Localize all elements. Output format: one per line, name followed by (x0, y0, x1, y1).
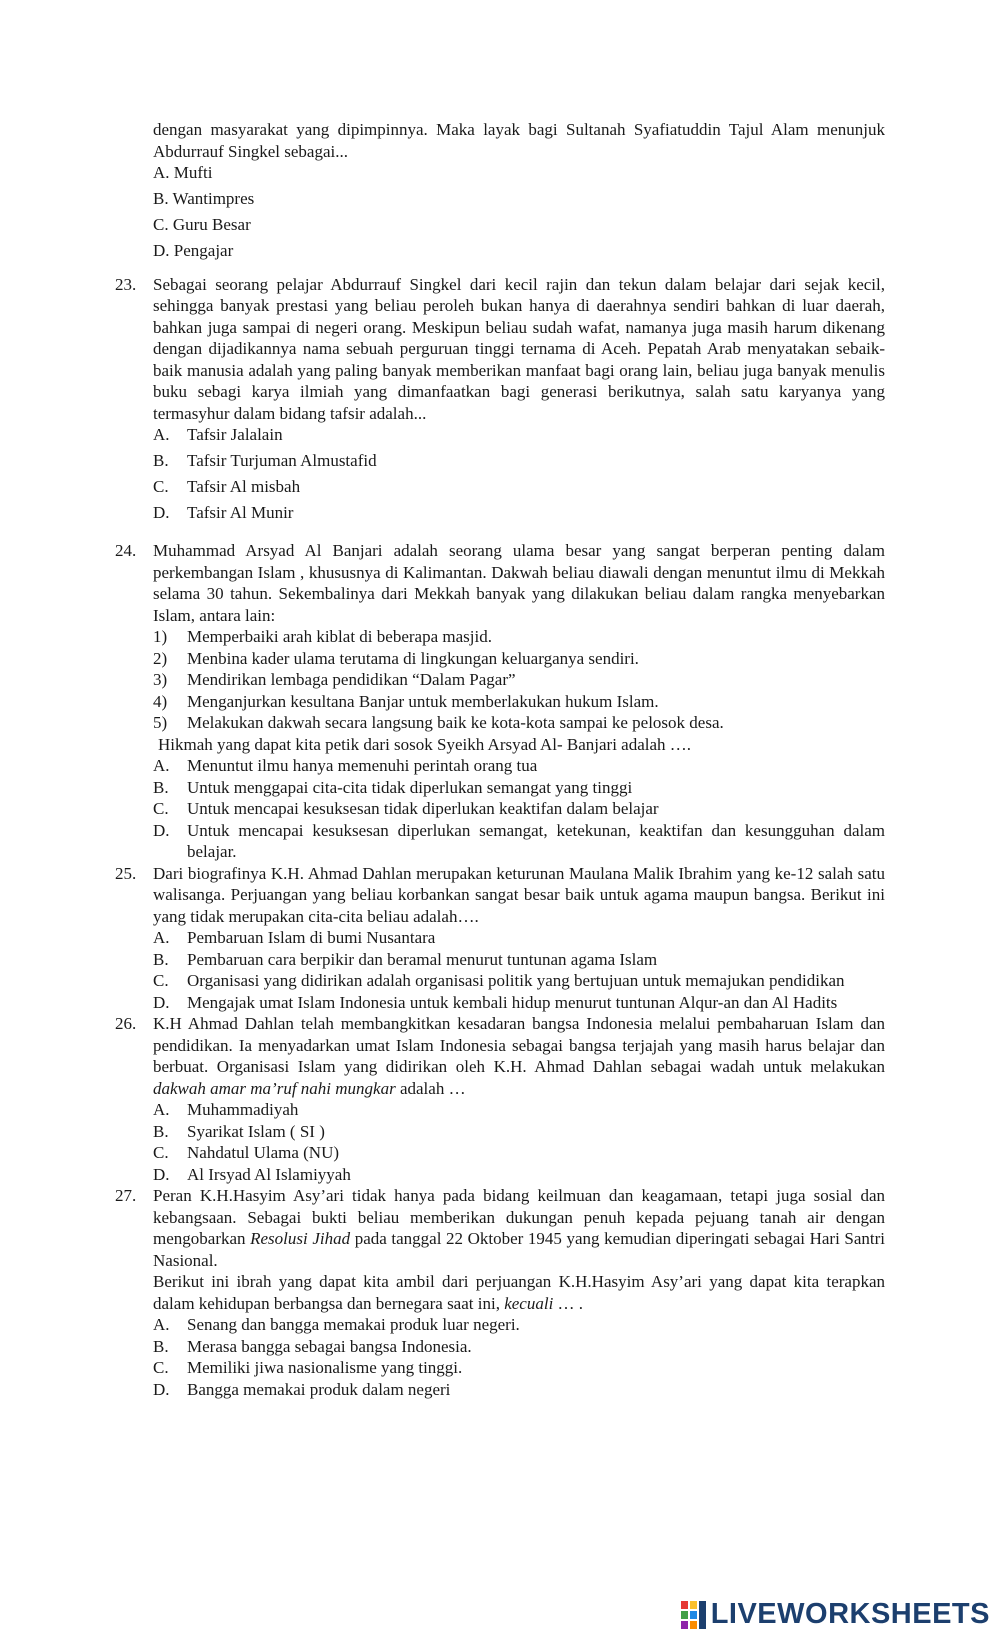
option-23-a[interactable]: A. Tafsir Jalalain (153, 425, 283, 444)
option-24-b[interactable]: B. Untuk menggapai cita-cita tidak diperlukan semangat yang tinggi (153, 777, 633, 797)
option-27-c[interactable]: C. Memiliki jiwa nasionalisme yang tinggi. (153, 1358, 463, 1377)
logo-text: LIVEWORKSHEETS (710, 1598, 990, 1631)
option-26-d[interactable]: D. Al Irsyad Al Islamiyyah (153, 1164, 351, 1184)
option-26-c[interactable]: C. Nahdatul Ulama (NU) (153, 1143, 340, 1162)
option-25-b[interactable]: B. Pembaruan cara berpikir dan beramal menurut tuntunan agama Islam (153, 949, 658, 969)
question-26-options (153, 1099, 885, 1185)
question-22-options (153, 162, 885, 262)
question-27-options (153, 1314, 885, 1400)
option-24-a[interactable]: A. Menuntut ilmu hanya memenuhi perintah orang tua (153, 756, 538, 775)
worksheet-page (115, 119, 885, 1400)
question-22-stem: dengan masyarakat yang dipimpinnya. Maka layak bagi Sultanah Syafiatuddin Tajul Alam menunjuk Abdurrauf Singkel sebagai... (153, 120, 885, 161)
question-23-stem: Sebagai seorang pelajar Abdurrauf Singkel dari kecil rajin dan tekun dalam belajar dari sejak kecil, sehingga banyak prestasi yang beliau peroleh bukan hanya di daerahnya sendiri bahkan di luar daerah, bahkan juga sampai di negeri orang. Meskipun beliau sudah wafat, namanya juga masih harum dikenang dengan dijadikannya nama sebuah perguruan tinggi ternama di Aceh. Pepatah Arab menyatakan sebaik-baik manusia adalah yang paling banyak memberikan manfaat bagi orang lain, beliau juga banyak menulis buku sebagi karya ilmiah yang dimanfaatkan bagi generasi berikutnya, salah satu karyanya yang termasyhur dalam bidang tafsir adalah... (153, 274, 885, 423)
option-23-c[interactable]: C. Tafsir Al misbah (153, 477, 301, 496)
list-item: 1) Memperbaiki arah kiblat di beberapa masjid. (153, 627, 492, 646)
option-22-d[interactable]: D. Pengajar (153, 241, 234, 260)
question-27-stem-2: Berikut ini ibrah yang dapat kita ambil dari perjuangan K.H.Hasyim Asy’ari yang dapat kita terapkan dalam kehidupan berbangsa dan bernegara saat ini, kecuali … . (153, 1272, 885, 1313)
option-23-b[interactable]: B. Tafsir Turjuman Almustafid (153, 451, 377, 470)
liveworksheets-logo[interactable] (681, 1598, 990, 1631)
option-25-d[interactable]: D. Mengajak umat Islam Indonesia untuk kembali hidup menurut tuntunan Alqur-an dan Al Hadits (153, 992, 838, 1012)
option-26-a[interactable]: A. Muhammadiyah (153, 1100, 299, 1119)
question-number: 25. (115, 863, 137, 883)
list-item: 3) Mendirikan lembaga pendidikan “Dalam Pagar” (153, 670, 516, 689)
option-24-d[interactable]: D. Untuk mencapai kesuksesan diperlukan semangat, ketekunan, keaktifan dan kesungguhan dalam belajar. (153, 820, 885, 861)
option-25-a[interactable]: A. Pembaruan Islam di bumi Nusantara (153, 928, 436, 947)
question-24 (115, 540, 885, 863)
question-25-options (153, 927, 885, 1013)
question-22 (115, 119, 885, 262)
question-number: 27. (115, 1186, 137, 1205)
question-23 (115, 274, 885, 529)
question-23-options (153, 424, 885, 524)
question-24-prompt: Hikmah yang dapat kita petik dari sosok Syeikh Arsyad Al- Banjari adalah …. (158, 734, 692, 754)
question-24-options (153, 755, 885, 863)
question-27 (115, 1185, 885, 1400)
option-22-c[interactable]: C. Guru Besar (153, 215, 251, 234)
question-number: 23. (115, 274, 137, 294)
question-25 (115, 863, 885, 1014)
option-22-b[interactable]: B. Wantimpres (153, 189, 255, 208)
question-number: 26. (115, 1014, 137, 1033)
option-27-a[interactable]: A. Senang dan bangga memakai produk luar negeri. (153, 1315, 520, 1334)
question-27-stem: Peran K.H.Hasyim Asy’ari tidak hanya pada bidang keilmuan dan keagamaan, tetapi juga sosial dan kebangsaan. Sebagai bukti beliau memberikan dukungan penuh kepada pejuang tanah air dengan mengobarkan Resolusi Jihad pada tanggal 22 Oktober 1945 yang kemudian diperingati sebagai Hari Santri Nasional. (153, 1186, 885, 1270)
list-item: 2) Menbina kader ulama terutama di lingkungan keluarganya sendiri. (153, 648, 639, 668)
option-22-a[interactable]: A. Mufti (153, 163, 213, 182)
question-24-points (153, 626, 885, 734)
question-24-stem: Muhammad Arsyad Al Banjari adalah seorang ulama besar yang sangat berperan penting dalam perkembangan Islam , khususnya di Kalimantan. Dakwah beliau diawali dengan menuntut ilmu di Mekkah selama 30 tahun. Sekembalinya dari Mekkah banyak yang dilakukan beliau dalam rangka menyebarkan Islam, antara lain: (153, 541, 885, 625)
question-26 (115, 1013, 885, 1185)
option-23-d[interactable]: D. Tafsir Al Munir (153, 503, 294, 522)
question-25-stem: Dari biografinya K.H. Ahmad Dahlan merupakan keturunan Maulana Malik Ibrahim yang ke-12 salah satu walisanga. Perjuangan yang beliau korbankan sangat besar baik untuk agama maupun bangsa. Berikut ini yang tidak merupakan cita-cita beliau adalah…. (153, 863, 885, 926)
liveworksheets-icon (681, 1601, 707, 1629)
list-item: 5) Melakukan dakwah secara langsung baik ke kota-kota sampai ke pelosok desa. (153, 713, 724, 732)
option-27-d[interactable]: D. Bangga memakai produk dalam negeri (153, 1379, 451, 1399)
option-24-c[interactable]: C. Untuk mencapai kesuksesan tidak diperlukan keaktifan dalam belajar (153, 799, 659, 818)
question-26-stem: K.H Ahmad Dahlan telah membangkitkan kesadaran bangsa Indonesia melalui pembaharuan Islam dan pendidikan. Ia menyadarkan umat Islam Indonesia sebagai bangsa terjajah yang masih harus belajar dan berbuat. Organisasi Islam yang didirikan oleh K.H. Ahmad Dahlan sebagai wadah untuk melakukan dakwah amar ma’ruf nahi mungkar adalah … (153, 1014, 885, 1098)
option-25-c[interactable]: C. Organisasi yang didirikan adalah organisasi politik yang bertujuan untuk memajukan pendidikan (153, 971, 845, 990)
option-27-b[interactable]: B. Merasa bangga sebagai bangsa Indonesia. (153, 1336, 472, 1356)
list-item: 4) Menganjurkan kesultana Banjar untuk memberlakukan hukum Islam. (153, 691, 659, 711)
question-number: 24. (115, 541, 137, 560)
option-26-b[interactable]: B. Syarikat Islam ( SI ) (153, 1121, 325, 1141)
